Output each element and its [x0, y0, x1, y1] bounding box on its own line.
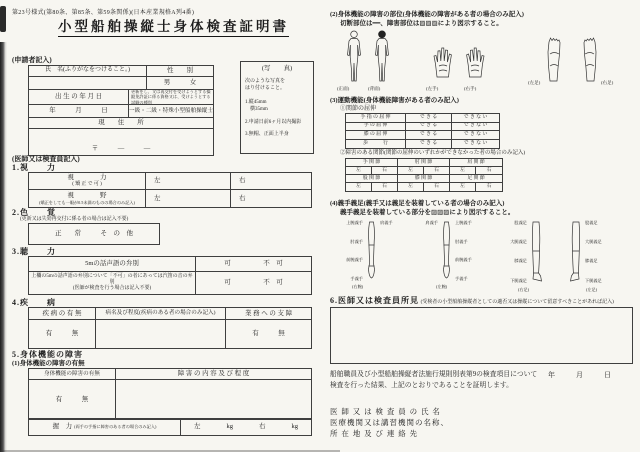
signature-block: [330, 406, 449, 439]
photo-item-1: 1.縦45mm: [245, 100, 267, 105]
impairment-table: [28, 368, 312, 420]
vision-row2-left-cell: 左: [146, 190, 231, 207]
hearing-heading: 3.聴 力: [12, 247, 56, 256]
joint-name-cell: 肩 関 節: [467, 159, 485, 165]
motor-heading: (3)運動機能(身体機能障害がある者のみ記入): [330, 97, 459, 104]
joint-lr-cell: 左: [450, 183, 476, 191]
elbow-prosthesis-label: 肘義手: [350, 238, 363, 244]
photo-item-2: 2.申請日前6ヶ月以内撮影: [245, 120, 302, 125]
hip-prosthesis-label: 股義足: [585, 220, 598, 225]
vision-row1-right-cell: 右: [239, 177, 246, 185]
prosthetic-right-leg-figure: [497, 221, 557, 285]
license-note-cell: 更新をし、又は再交付を受けようとする操縦免許証に係る資格又は、受けようとする試験の種別: [131, 90, 211, 104]
certify-date: 年 月 日: [548, 371, 611, 379]
certify-line-2: 検査を行った結果、上記のとおりであることを証明します。: [330, 382, 513, 389]
body-front-figure: [343, 30, 365, 84]
joint-row-label: 手 指 の 屈 伸: [346, 114, 406, 122]
joint-lr-cell: 左: [398, 167, 424, 174]
right-leg-caption: (右足): [518, 287, 530, 292]
lower-leg-prosthesis-label: 下腿義足: [585, 277, 602, 283]
findings-note: (受検者の小型船舶操縦者としての適否又は操縦について留意すべきことがあれば記入): [420, 300, 614, 305]
prosthetics-note: 義手義足を装着している部分を▨▨▨により図示すること。: [340, 209, 515, 216]
impairment-detail-cell: [116, 380, 311, 419]
hip-prosthesis-label: 股義足: [514, 220, 527, 225]
hearing-row2-label: 上欄の5mの話声語の弁別について「不可」の者にあっては汽笛の音の弁別: [31, 274, 193, 285]
motor-sub1: ①関節の屈伸: [340, 106, 377, 112]
joint-flexion-table: [345, 113, 500, 149]
prosthetic-left-arm-figure: [412, 221, 488, 281]
prosthetic-left-leg-figure: [567, 221, 627, 285]
institution-contact-label: 所 在 地 及 び 連 絡 先: [330, 429, 419, 438]
vision-row1-left-cell: 左: [146, 173, 231, 189]
hearing-row1-label-cell: 5mの話声語の弁別: [29, 257, 196, 271]
hand-prosthesis-label: 手義手: [350, 275, 363, 281]
grip-values-cell: 左 kg 右 kg: [194, 423, 298, 431]
right-hand-figure: [463, 46, 487, 78]
name-label-cell: 氏 名(ふりがなをつけること。): [29, 66, 147, 76]
joint-lr-cell: 右: [486, 167, 492, 173]
disease-presence-cell: 有 無: [29, 320, 96, 348]
impairment-heading: 5.身体機能の障害: [12, 350, 83, 359]
photo-note-2: はり付けること。: [245, 86, 286, 91]
joint-lr-cell: 右: [372, 183, 398, 191]
joint-lr-cell: 右: [372, 167, 398, 174]
joint-lr-cell: 左: [398, 183, 424, 191]
arm-limb-icon: [365, 221, 378, 281]
grip-label: 握 力: [52, 423, 73, 431]
photo-note-1: 次のような写真を: [245, 79, 286, 84]
right-foot-figure: [581, 36, 599, 82]
color-vision-table: [28, 223, 160, 245]
vision-row1-label: 視 力: [67, 174, 107, 182]
right-arm-caption: (右腕): [352, 284, 364, 289]
vision-table: [28, 172, 312, 208]
examiner-name-label: 医 師 又 は 検 査 員 の 氏 名: [330, 407, 441, 416]
gender-label-cell: 性 別: [167, 67, 193, 75]
forearm-prosthesis-label: 前腕義手: [455, 257, 472, 263]
joint-lr-cell: 左: [346, 183, 372, 191]
photo-item-3: 3.無帽、正面上半身: [245, 132, 289, 137]
impaired-joints-table: [345, 158, 503, 192]
joint-lr-cell: 右: [424, 183, 450, 191]
vision-heading: 1.視 力: [12, 163, 56, 172]
leg-limb-icon: [567, 221, 583, 285]
body-back-label: (背面): [368, 86, 381, 91]
scan-edge-artifact: [0, 42, 7, 452]
thigh-prosthesis-label: 大腿義足: [585, 239, 602, 245]
birthdate-input-cell: 年 月 日: [29, 105, 129, 117]
hand-prosthesis-label: 手義手: [455, 275, 468, 281]
joint-lr-cell: 左: [346, 167, 372, 174]
findings-heading-row: [330, 296, 614, 306]
forearm-prosthesis-label: 前腕義手: [346, 257, 363, 263]
vision-row1-sub: ( 矯 正 で 可 ): [72, 181, 102, 187]
photo-box: [240, 61, 314, 154]
joint-name-cell: 肘 関 節: [398, 159, 450, 166]
joint-row-ok: で き る: [406, 131, 452, 139]
grip-strength-row: [28, 418, 312, 436]
joint-name-cell: 股 関 節: [346, 175, 398, 182]
joint-row-ng: で き な い: [463, 123, 488, 129]
left-arm-caption: (左腕): [436, 284, 448, 289]
body-parts-note: 切断部位は━━、障害部位は▨▨▨により図示すること。: [340, 20, 503, 27]
body-back-figure: [371, 30, 393, 84]
hearing-row2-values-cell: 可 不 可: [224, 279, 283, 287]
shoulder-prosthesis-label: 肩義手: [425, 220, 438, 225]
hearing-row1-values-cell: 可 不 可: [224, 260, 283, 268]
license-types-cell: 一級・二級・特殊小型船舶操縦士: [129, 107, 213, 114]
joint-row-ok: で き る: [406, 114, 452, 122]
hearing-row2-sub: (医師が検査を行う場合は記入不要): [72, 286, 152, 291]
disease-col3-header: 業 務 へ の 支 障: [244, 309, 293, 317]
body-parts-heading: (2)身体機能の障害の部位(身体機能の障害がある者の場合のみ記入): [330, 11, 524, 18]
left-leg-caption: (左足): [586, 287, 598, 292]
prosthetics-heading: (4)義手義足(義手又は義足を装着している者の場合のみ記入): [330, 200, 505, 207]
address-label-cell: 現 住 所: [98, 119, 144, 127]
joint-row-ng: で き な い: [463, 140, 488, 146]
vision-row2-sub: (矯正をしても一眼が0.5未満のものの場合のみ記入): [39, 199, 135, 205]
color-vision-heading: 2.色 覚: [12, 208, 56, 217]
joint-name-cell: 足 関 節: [467, 175, 485, 181]
arm-limb-icon: [440, 221, 453, 281]
vision-row2-right-cell: 右: [239, 194, 246, 202]
right-foot-label: (右足): [601, 80, 614, 85]
elbow-prosthesis-label: 肘義手: [455, 238, 468, 244]
photo-item-1b: 横35mm: [245, 107, 268, 112]
name-input-cell: [29, 77, 147, 89]
findings-box: [330, 307, 633, 364]
joint-lr-cell: 右: [486, 184, 492, 189]
motor-sub2: ②障害のある関節(関節の屈伸のいずれかができなかった者の場合のみ記入): [340, 150, 526, 156]
left-hand-figure: [431, 46, 455, 78]
institution-name-label: 医療機関又は講習機関の名称、: [330, 418, 449, 427]
disease-detail-cell: [96, 320, 226, 348]
body-front-label: (正面): [337, 86, 350, 91]
disease-heading: 4.疾 病: [12, 298, 56, 307]
disease-col2-header: 病名及び程度(疾病のある者の場合のみ記入): [96, 308, 226, 319]
examiner-section-label: (医師又は検査員記入): [12, 155, 80, 163]
form-number-note: 第23号様式(第80条、第85条、第59条関係)(日本産業規格A列4番): [12, 10, 195, 16]
findings-heading: 6.医師又は検査員所見: [330, 296, 419, 305]
joint-row-ng: で き な い: [463, 131, 488, 137]
joint-name-cell: 手 関 節: [346, 159, 398, 166]
applicant-section-label: (申請者記入): [12, 56, 52, 64]
joint-lr-cell: 左: [450, 167, 476, 174]
leg-limb-icon: [529, 221, 545, 285]
vision-row2-label: 視 野: [67, 192, 107, 200]
impairment-col2-header: 障 害 の 内 容 及 び 程 度: [177, 370, 250, 378]
impairment-presence-cell: 有 無: [29, 380, 116, 419]
upper-arm-prosthesis-label: 上腕義手: [455, 220, 472, 225]
right-hand-label: (右手): [464, 86, 477, 91]
impairment-sub-heading: (1)身体機能の障害の有無: [12, 360, 85, 367]
disease-table: [28, 307, 312, 349]
knee-prosthesis-label: 膝義足: [514, 258, 527, 264]
prosthetic-right-arm-figure: [333, 221, 409, 281]
left-foot-figure: [545, 36, 563, 82]
scan-spot-artifact: [0, 6, 6, 32]
color-vision-options-cell: 正 常 そ の 他: [55, 230, 133, 238]
color-vision-note: (更新又は失効再交付に係る者の場合は記入不要): [20, 217, 129, 222]
gender-options-cell: 男 女: [163, 79, 197, 87]
certify-line-1: 船舶職員及び小型船舶操縦者法施行規則別表第9の検査項目について: [330, 371, 538, 378]
joint-row-ok: で き る: [406, 123, 452, 131]
joint-lr-cell: 右: [424, 167, 450, 174]
disease-col1-header: 疾 病 の 有 無: [29, 308, 96, 319]
left-hand-label: (左手): [426, 86, 439, 91]
thigh-prosthesis-label: 大腿義足: [510, 239, 527, 245]
address-input-cell: 〒 ― ―: [91, 145, 151, 153]
applicant-table: [28, 65, 214, 156]
joint-row-label: 歩 行: [346, 140, 406, 149]
impairment-col1-header: 身体機能の障害の有無: [29, 369, 116, 379]
left-foot-label: (左足): [528, 80, 541, 85]
upper-arm-prosthesis-label: 上腕義手: [346, 220, 363, 225]
joint-name-cell: 膝 関 節: [398, 175, 450, 182]
knee-prosthesis-label: 膝義足: [585, 258, 598, 264]
shoulder-prosthesis-label: 肩義手: [380, 220, 393, 225]
photo-title: (写 真): [261, 65, 293, 72]
joint-row-ok: で き る: [406, 140, 452, 149]
page-title: 小型船舶操縦士身体検査証明書: [58, 19, 289, 37]
joint-row-label: 手 の 屈 伸: [346, 123, 406, 131]
birthdate-label-cell: 出 生 の 年 月 日: [29, 90, 129, 104]
hearing-table: [28, 256, 312, 295]
disease-impact-cell: 有 無: [252, 330, 285, 338]
grip-note: (両手の手指に障害のある者の場合のみ記入): [74, 424, 157, 430]
lower-leg-prosthesis-label: 下腿義足: [510, 277, 527, 283]
joint-row-label: 膝 の 屈 伸: [346, 131, 406, 139]
joint-row-ng: で き な い: [463, 114, 488, 120]
